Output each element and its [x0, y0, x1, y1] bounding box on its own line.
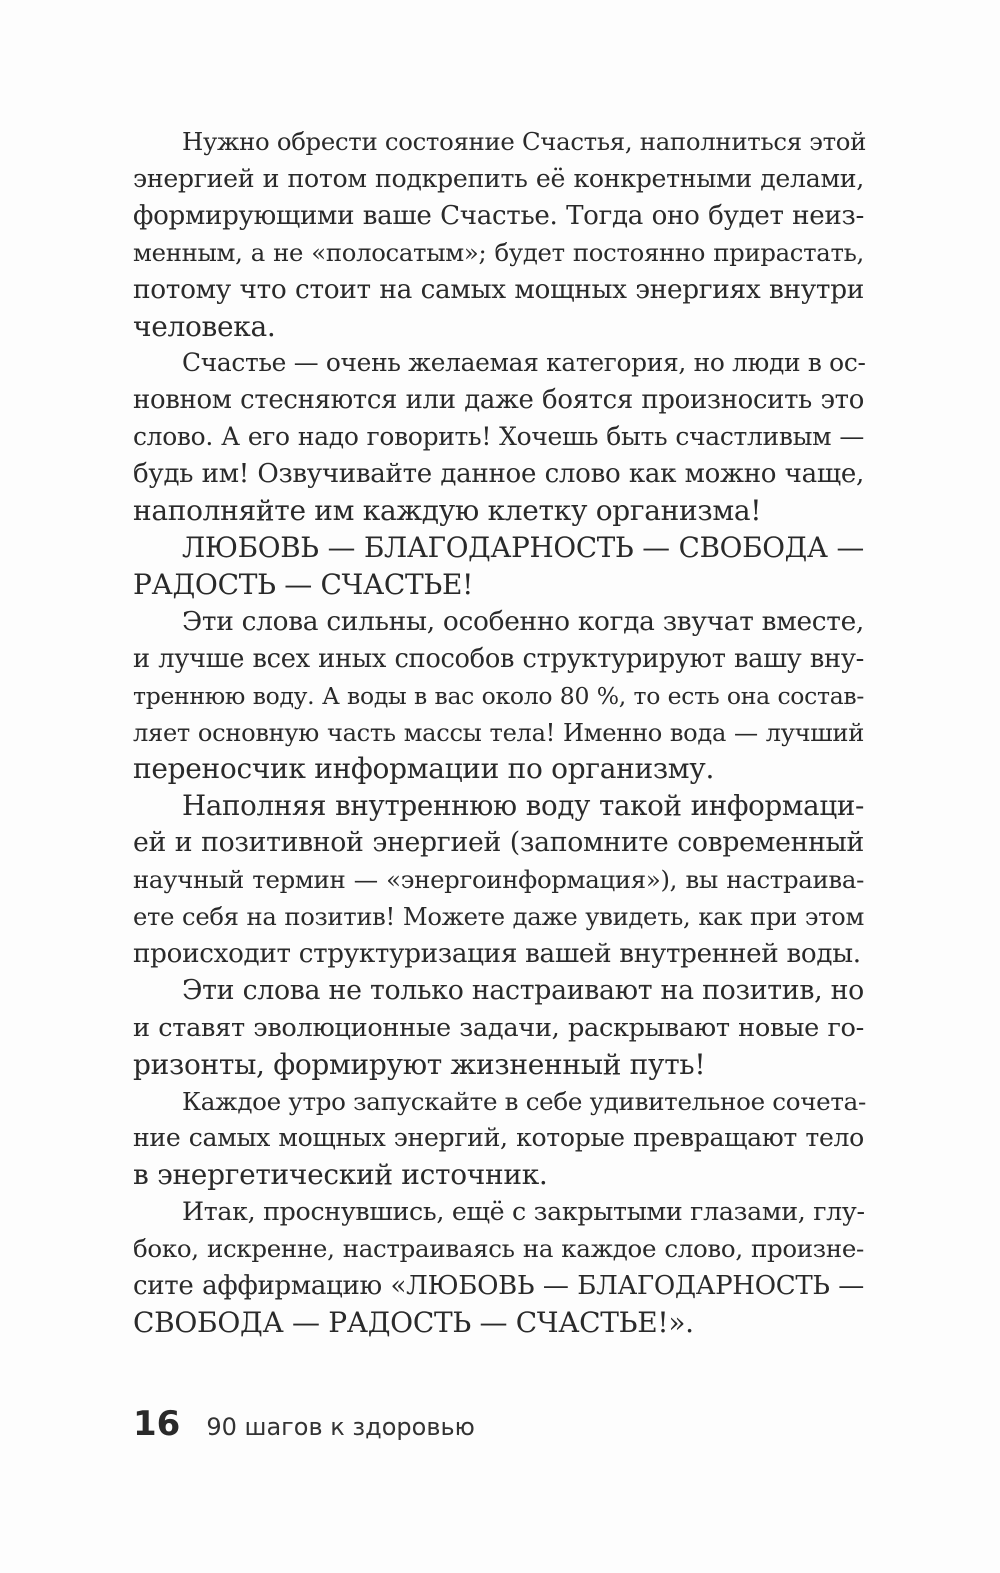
text-line: Эти слова сильны, особенно когда звучат вместе,	[182, 605, 864, 637]
text-line: ете себя на позитив! Можете даже увидеть, как при этом	[133, 903, 864, 932]
text-line: треннюю воду. А воды в вас около 80 %, то есть она состав-	[133, 681, 864, 710]
affirmation-line: ЛЮБОВЬ — БЛАГОДАРНОСТЬ — СВОБОДА —	[182, 530, 864, 564]
text-line: будь им! Озвучивайте данное слово как можно чаще,	[133, 459, 864, 490]
text-line: новном стесняются или даже боятся произносить это	[133, 385, 864, 416]
affirmation-line: РАДОСТЬ — СЧАСТЬЕ!	[133, 567, 474, 601]
text-line: в энергетический источник.	[133, 1158, 548, 1192]
text-line: ляет основную часть массы тела! Именно вода — лучший	[133, 718, 864, 747]
text-line: происходит структуризация вашей внутренней воды.	[133, 938, 861, 969]
text-line: менным, а не «полосатым»; будет постоянно прирастать,	[133, 237, 864, 267]
text-line: слово. А его надо говорить! Хочешь быть счастливым —	[133, 422, 864, 452]
text-line: Каждое утро запускайте в себе удивительное сочета-	[182, 1086, 866, 1116]
text-line: научный термин — «энергоинформация»), вы настраива-	[133, 865, 864, 895]
text-line: потому что стоит на самых мощных энергиях внутри	[133, 274, 864, 305]
text-line: Наполняя внутреннюю воду такой информаци-	[182, 789, 864, 823]
text-line: наполняйте им каждую клетку организма!	[133, 494, 762, 528]
text-line: и лучше всех иных способов структурируют вашу вну-	[133, 643, 864, 674]
text-line: Счастье — очень желаемая категория, но люди в ос-	[182, 348, 866, 378]
text-line: Эти слова не только настраивают на позитив, но	[182, 974, 864, 1006]
text-line: сите аффирмацию «ЛЮБОВЬ — БЛАГОДАРНОСТЬ —	[133, 1271, 864, 1302]
body-text	[133, 124, 867, 1342]
text-line: ей и позитивной энергией (запомните современный	[133, 827, 864, 859]
text-line: Нужно обрести состояние Счастья, наполниться этой	[182, 127, 867, 156]
page-number: 16	[133, 1404, 181, 1444]
text-line: и ставят эволюционные задачи, раскрывают новые го-	[133, 1012, 864, 1043]
text-line: ние самых мощных энергий, которые превращают тело	[133, 1123, 864, 1153]
text-line: ризонты, формируют жизненный путь!	[133, 1047, 706, 1081]
text-line: Итак, проснувшись, ещё с закрытыми глазами, глу-	[182, 1197, 865, 1227]
page-footer	[133, 1404, 475, 1450]
text-line: формирующими ваше Счастье. Тогда оно будет неиз-	[133, 200, 864, 231]
running-title: 90 шагов к здоровью	[206, 1413, 475, 1441]
text-line: боко, искренне, настраиваясь на каждое слово, произне-	[133, 1234, 864, 1264]
text-line: энергией и потом подкрепить её конкретными делами,	[133, 163, 864, 193]
text-line: СВОБОДА — РАДОСТЬ — СЧАСТЬЕ!».	[133, 1306, 694, 1339]
text-line: человека.	[133, 309, 276, 343]
text-line: переносчик информации по организму.	[133, 752, 715, 786]
